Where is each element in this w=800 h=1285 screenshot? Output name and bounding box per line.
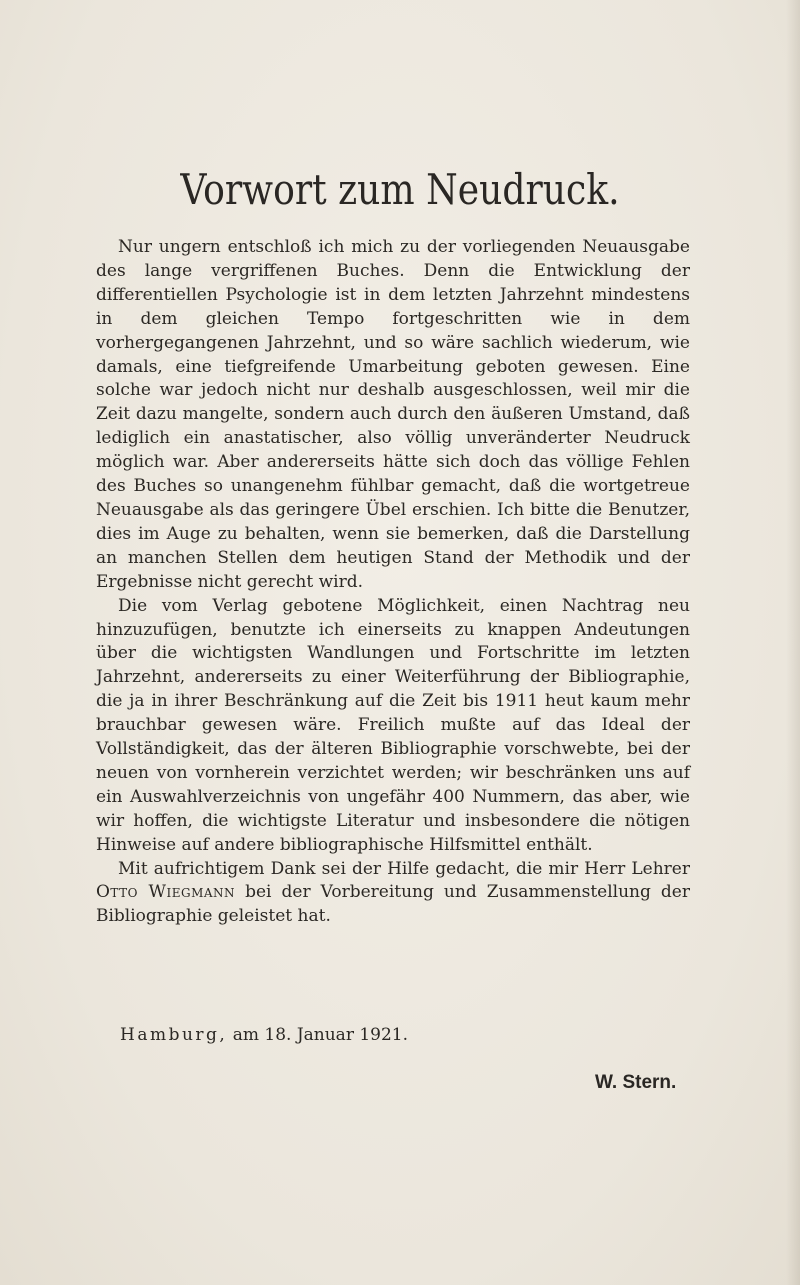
page-edge-shadow: [786, 0, 800, 1285]
author-signature: W. Stern.: [595, 1072, 677, 1093]
dateline-date: am 18. Januar 1921.: [227, 1025, 409, 1045]
paragraph-3: [96, 858, 690, 930]
page-title: Vorwort zum Neudruck.: [180, 165, 620, 214]
preface-body: [96, 236, 690, 929]
dateline-place: Hamburg,: [120, 1025, 228, 1045]
paragraph-2: Die vom Verlag gebotene Möglichkeit, einen Nachtrag neu hinzuzufügen, benutzte ich einerseits zu knappen Andeutungen über die wichtigsten Wandlungen und Fortschritte im letzten Jahrzehnt, andererseits zu einer Weiterführung der Bibliographie, die ja in ihrer Beschränkung auf die Zeit bis 1911 heut kaum mehr brauchbar gewesen wäre. Freilich mußte auf das Ideal der Vollständigkeit, das der älteren Bibliographie vorschwebte, bei der neuen von vornherein verzichtet werden; wir beschränken uns auf ein Auswahlverzeichnis von ungefähr 400 Nummern, das aber, wie wir hoffen, die wichtigste Literatur und insbesondere die nötigen Hinweise auf andere bibliographische Hilfsmittel enthält.: [96, 595, 690, 855]
paragraph-1: Nur ungern entschloß ich mich zu der vorliegenden Neuausgabe des lange vergriffenen Buches. Denn die Entwicklung der differentiellen Psychologie ist in dem letzten Jahrzehnt mindestens in dem gleichen Tempo fortgeschritten wie in dem vorhergegangenen Jahrzehnt, und so wäre sachlich wiederum, wie damals, eine tiefgreifende Umarbeitung geboten gewesen. Eine solche war jedoch nicht nur deshalb ausgeschlossen, weil mir die Zeit dazu mangelte, sondern auch durch den äußeren Umstand, daß lediglich ein anastatischer, also völlig unveränderter Neudruck möglich war. Aber andererseits hätte sich doch das völlige Fehlen des Buches so unangenehm fühlbar gemacht, daß die wortgetreue Neuausgabe als das geringere Übel erschien. Ich bitte die Benutzer, dies im Auge zu behalten, wenn sie bemerken, daß die Darstellung an manchen Stellen dem heutigen Stand der Methodik und der Ergebnisse nicht gerecht wird.: [96, 237, 690, 592]
paragraph-3-start: Mit aufrichtigem Dank sei der Hilfe gedacht, die mir Herr Lehrer: [118, 858, 690, 879]
helper-name: Otto Wiegmann: [96, 882, 236, 903]
dateline: [120, 1025, 408, 1045]
paragraph-3-end: bei der Vorbereitung und Zusammenstellung der Bibliographie geleistet hat.: [96, 882, 690, 927]
